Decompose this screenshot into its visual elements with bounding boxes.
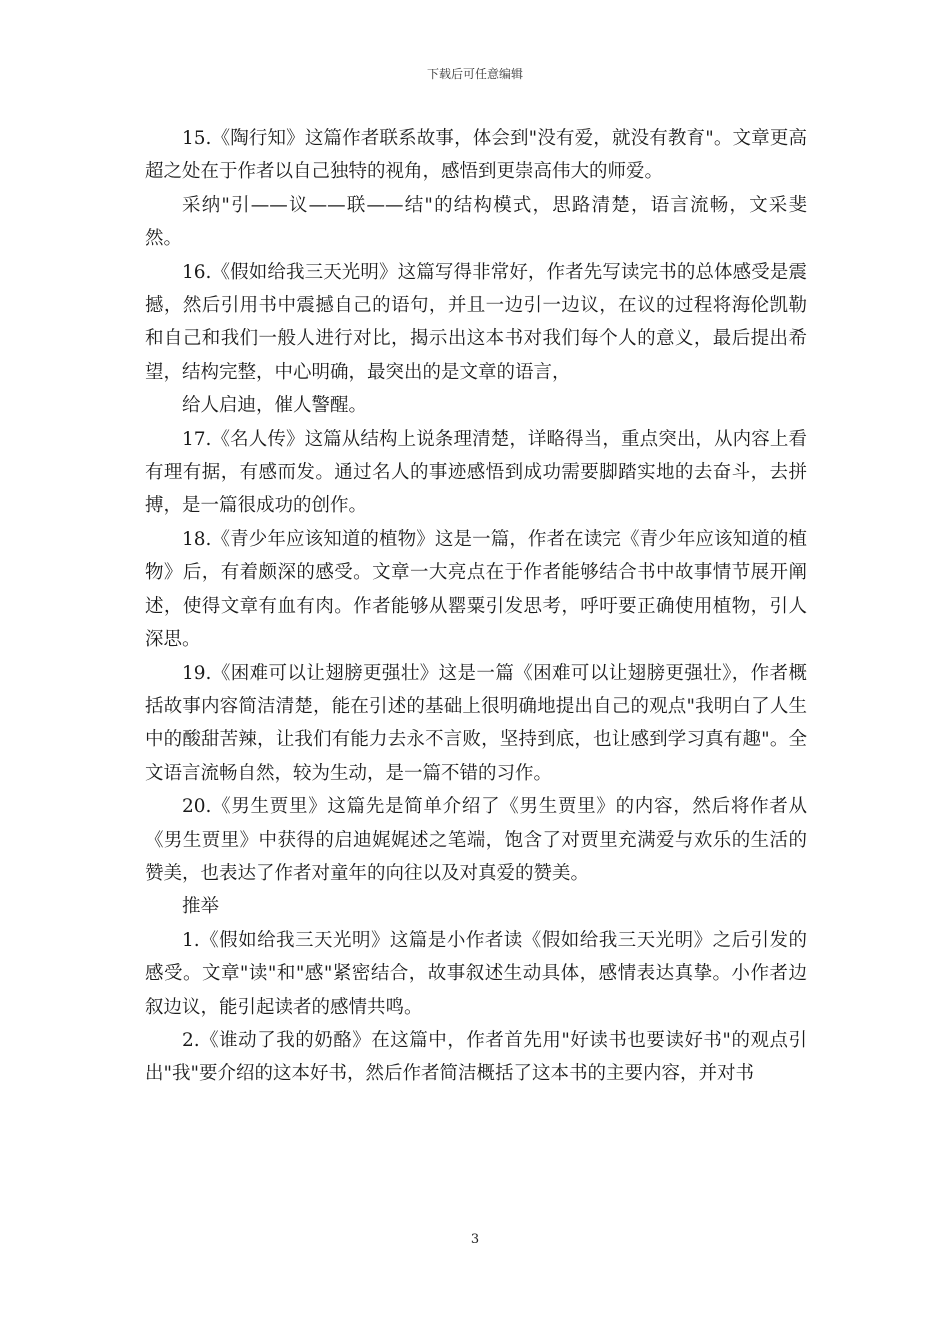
document-body — [145, 122, 807, 1091]
paragraph-16: 16.《假如给我三天光明》这篇写得非常好，作者先写读完书的总体感受是震撼，然后引用书中震撼自己的语句，并且一边引一边议，在议的过程将海伦凯勒和自己和我们一般人进行对比，揭示出这本书对我们每个人的意义，最后提出希望，结构完整，中心明确，最突出的是文章的语言， — [145, 261, 807, 383]
recommend-1: 1.《假如给我三天光明》这篇是小作者读《假如给我三天光明》之后引发的感受。文章"读"和"感"紧密结合，故事叙述生动具体，感情表达真挚。小作者边叙边议，能引起读者的感情共鸣。 — [145, 929, 807, 1018]
paragraph-15: 15.《陶行知》这篇作者联系故事，体会到"没有爱，就没有教育"。文章更高超之处在于作者以自己独特的视角，感悟到更崇高伟大的师爱。 — [145, 128, 807, 183]
paragraph-19: 19.《困难可以让翅膀更强壮》这是一篇《困难可以让翅膀更强壮》，作者概括故事内容简洁清楚，能在引述的基础上很明确地提出自己的观点"我明白了人生中的酸甜苦辣，让我们有能力去永不言败，坚持到底，也让感到学习真有趣"。全文语言流畅自然，较为生动，是一篇不错的习作。 — [145, 662, 807, 784]
section-heading: 推举 — [182, 896, 220, 918]
page-header: 下载后可任意编辑 — [426, 67, 523, 81]
page-number: 3 — [470, 1232, 480, 1247]
paragraph-20: 20.《男生贾里》这篇先是简单介绍了《男生贾里》的内容，然后将作者从《男生贾里》中获得的启迪娓娓述之笔端，饱含了对贾里充满爱与欢乐的生活的赞美，也表达了作者对童年的向往以及对真爱的赞美。 — [145, 796, 807, 884]
recommend-2: 2.《谁动了我的奶酪》在这篇中，作者首先用"好读书也要读好书"的观点引出"我"要介绍的这本好书，然后作者简洁概括了这本书的主要内容，并对书 — [145, 1029, 807, 1085]
paragraph-17: 17.《名人传》这篇从结构上说条理清楚，详略得当，重点突出，从内容上看有理有据，有感而发。通过名人的事迹感悟到成功需要脚踏实地的去奋斗，去拼搏，是一篇很成功的创作。 — [145, 428, 807, 517]
paragraph-18: 18.《青少年应该知道的植物》这是一篇，作者在读完《青少年应该知道的植物》后，有着颇深的感受。文章一大亮点在于作者能够结合书中故事情节展开阐述，使得文章有血有肉。作者能够从罂粟引发思考，呼吁要正确使用植物，引人深思。 — [145, 528, 807, 651]
paragraph-16-continued: 给人启迪，催人警醒。 — [182, 395, 368, 417]
paragraph-15-continued: 采纳"引——议——联——结"的结构模式，思路清楚，语言流畅，文采斐然。 — [145, 194, 807, 250]
